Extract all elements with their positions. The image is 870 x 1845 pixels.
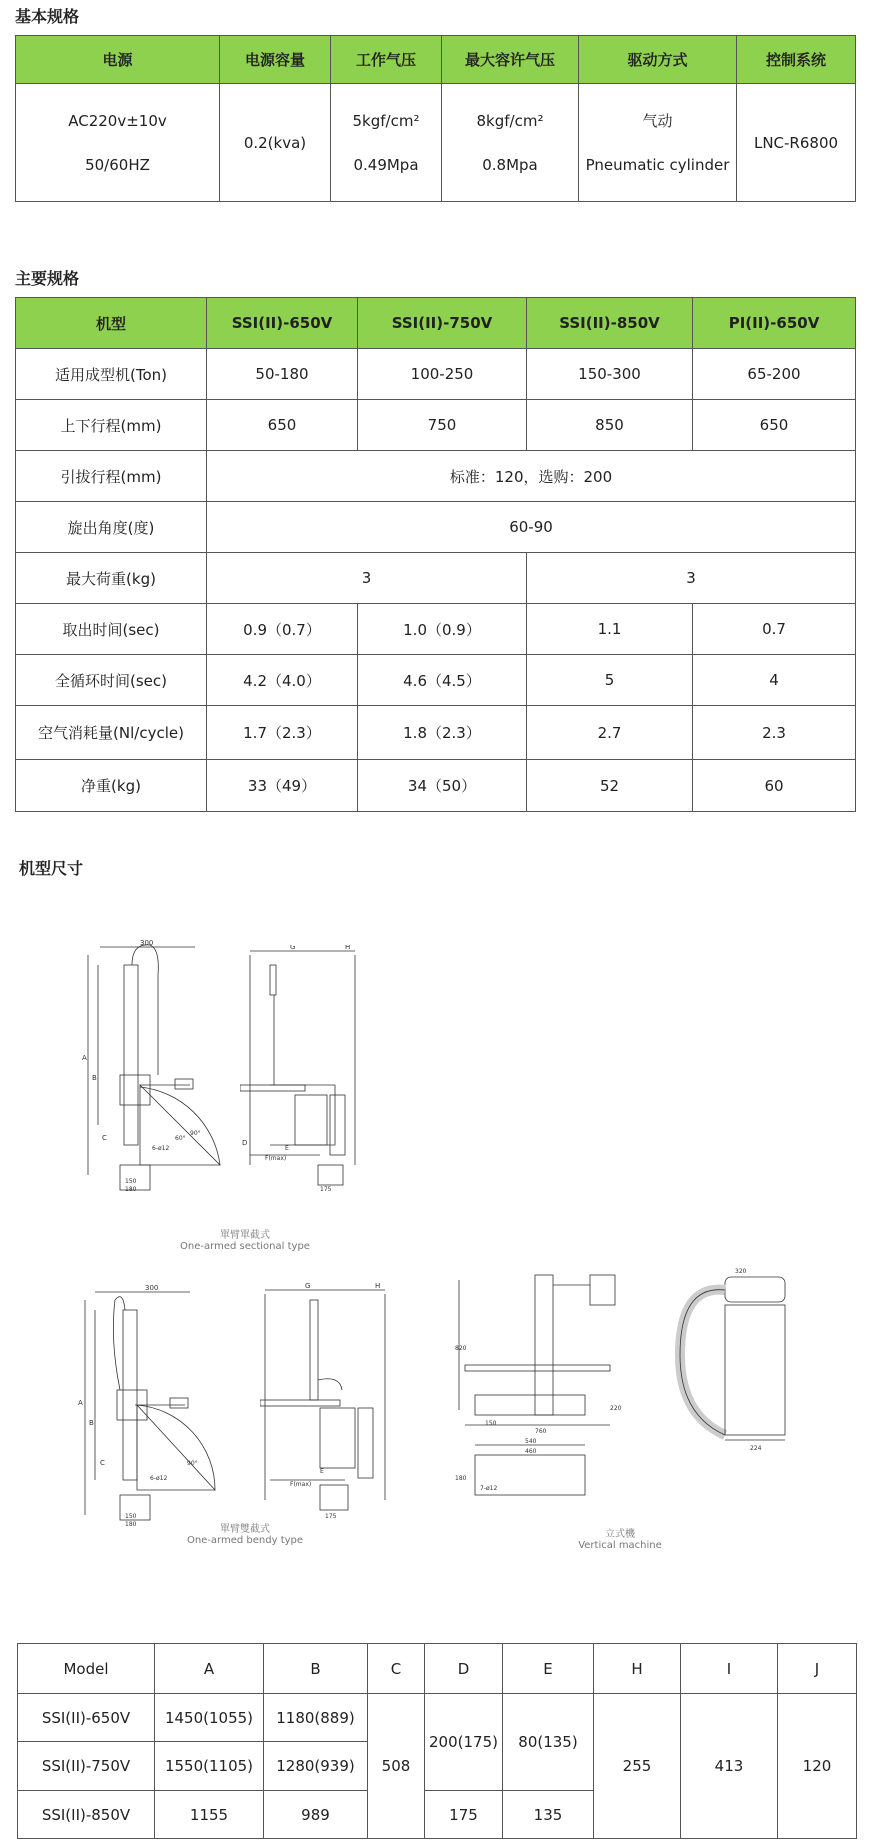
dim-angle-90: 90°: [187, 1460, 198, 1467]
dim-820: 820: [455, 1345, 467, 1352]
cell-drive: [579, 84, 737, 202]
cell-A: 1550(1105): [155, 1742, 264, 1791]
dim-H: H: [345, 945, 351, 951]
cell-J: 120: [778, 1694, 857, 1839]
cell: 4.6（4.5）: [358, 655, 527, 706]
dim-175: 175: [320, 1186, 332, 1193]
caption-sectional: [170, 1226, 320, 1252]
drawing-vertical-machine: [455, 1265, 655, 1520]
table-row: [16, 502, 856, 553]
cell-capacity: 0.2(kva): [220, 84, 331, 202]
drawing-bendy-side: [75, 1280, 245, 1530]
row-label: 净重(kg): [16, 760, 207, 812]
dim-300: 300: [140, 939, 154, 947]
dim-C: C: [102, 1134, 107, 1142]
header-model: 机型: [16, 298, 207, 349]
cell: 0.9（0.7）: [207, 604, 358, 655]
cell-B: 1280(939): [264, 1742, 368, 1791]
dim-150: 150: [485, 1420, 497, 1427]
cell-max-pressure: [442, 84, 579, 202]
cell: 33（49）: [207, 760, 358, 812]
cell-B: 1180(889): [264, 1694, 368, 1742]
caption-vertical: [570, 1525, 670, 1551]
cell: 1.0（0.9）: [358, 604, 527, 655]
header-power: 电源: [16, 36, 220, 84]
max-pressure-mpa: 0.8Mpa: [482, 155, 538, 174]
cell: 750: [358, 400, 527, 451]
row-label: 全循环时间(sec): [16, 655, 207, 706]
cell: 650: [207, 400, 358, 451]
dim-A: A: [78, 1399, 83, 1407]
dim-angle-90: 90°: [190, 1130, 201, 1137]
cell: 100-250: [358, 349, 527, 400]
table-row: [16, 400, 856, 451]
caption-sectional-cn: 單臂單截式: [220, 1230, 270, 1241]
cell: 3: [527, 553, 856, 604]
cell: 4: [693, 655, 856, 706]
cell-control: LNC-R6800: [737, 84, 856, 202]
cell: 60: [693, 760, 856, 812]
dim-224: 224: [750, 1445, 762, 1452]
cell-I: 413: [681, 1694, 778, 1839]
cell-D: 175: [425, 1791, 503, 1839]
dim-180: 180: [125, 1186, 137, 1193]
cell: 0.7: [693, 604, 856, 655]
cell: 5: [527, 655, 693, 706]
section-title-main: 主要规格: [15, 269, 80, 288]
header-J: J: [778, 1644, 857, 1694]
basic-spec-table: [15, 35, 856, 202]
dim-H: H: [375, 1282, 381, 1290]
cell-E: 135: [503, 1791, 594, 1839]
cell-B: 989: [264, 1791, 368, 1839]
caption-vertical-en: Vertical machine: [578, 1540, 662, 1551]
dim-C: C: [100, 1459, 105, 1467]
caption-vertical-cn: 立式機: [605, 1529, 635, 1540]
header-capacity: 电源容量: [220, 36, 331, 84]
cell-A: 1450(1055): [155, 1694, 264, 1742]
header-max-pressure: 最大容许气压: [442, 36, 579, 84]
dim-F: F(max): [265, 1155, 287, 1162]
work-pressure-kgf: 5kgf/cm²: [352, 111, 420, 130]
caption-bendy-en: One-armed bendy type: [186, 1535, 304, 1546]
dim-B: B: [89, 1419, 94, 1427]
row-label: 适用成型机(Ton): [16, 349, 207, 400]
row-label: 上下行程(mm): [16, 400, 207, 451]
dim-F: F(max): [290, 1481, 312, 1488]
table-row: [16, 553, 856, 604]
dim-220: 220: [610, 1405, 622, 1412]
header-I: I: [681, 1644, 778, 1694]
header-ssi-650v: SSI(II)-650V: [207, 298, 358, 349]
header-B: B: [264, 1644, 368, 1694]
cell-D: 200(175): [425, 1694, 503, 1791]
section-title-dims: 机型尺寸: [19, 859, 84, 878]
caption-sectional-en: One-armed sectional type: [180, 1241, 310, 1252]
cell: 3: [207, 553, 527, 604]
power-frequency: 50/60HZ: [85, 155, 150, 174]
dim-D: D: [242, 1139, 248, 1147]
table-row: [16, 706, 856, 760]
section-title-basic: 基本规格: [15, 7, 80, 26]
dim-540: 540: [525, 1438, 537, 1445]
header-A: A: [155, 1644, 264, 1694]
cell: 150-300: [527, 349, 693, 400]
row-label: 旋出角度(度): [16, 502, 207, 553]
header-ssi-750v: SSI(II)-750V: [358, 298, 527, 349]
max-pressure-kgf: 8kgf/cm²: [476, 111, 544, 130]
header-work-pressure: 工作气压: [331, 36, 442, 84]
dim-B: B: [92, 1074, 97, 1082]
dim-320: 320: [735, 1268, 747, 1275]
cell-E: 80(135): [503, 1694, 594, 1791]
dim-180: 180: [455, 1475, 467, 1482]
cell: 标准：120，选购：200: [207, 451, 856, 502]
caption-bendy-cn: 單臂雙截式: [220, 1524, 270, 1535]
main-spec-table: [15, 297, 856, 812]
header-H: H: [594, 1644, 681, 1694]
dim-holes: 7-ø12: [480, 1485, 498, 1492]
dim-E: E: [285, 1145, 289, 1152]
table-row: [16, 349, 856, 400]
table-row: [16, 655, 856, 706]
cell: 1.1: [527, 604, 693, 655]
caption-bendy: [170, 1520, 320, 1546]
cell: 2.3: [693, 706, 856, 760]
dim-300: 300: [145, 1284, 159, 1292]
drawing-bendy-front: [260, 1280, 400, 1530]
cell-model: SSI(II)-650V: [18, 1694, 155, 1742]
dim-150: 150: [125, 1178, 137, 1185]
dim-G: G: [290, 945, 296, 951]
cell: 65-200: [693, 349, 856, 400]
drive-en: Pneumatic cylinder: [585, 155, 730, 174]
header-E: E: [503, 1644, 594, 1694]
header-ssi-850v: SSI(II)-850V: [527, 298, 693, 349]
cell-work-pressure: [331, 84, 442, 202]
dimension-table: [17, 1643, 857, 1839]
dim-holes: 6-ø12: [150, 1475, 168, 1482]
dim-150: 150: [125, 1513, 137, 1520]
cell: 52: [527, 760, 693, 812]
drive-cn: 气动: [642, 111, 673, 130]
cell-C: 508: [368, 1694, 425, 1839]
header-control: 控制系统: [737, 36, 856, 84]
dim-180: 180: [125, 1521, 137, 1528]
drawing-sectional-side: [80, 935, 248, 1195]
row-label: 空气消耗量(Nl/cycle): [16, 706, 207, 760]
dim-175: 175: [325, 1513, 337, 1520]
header-C: C: [368, 1644, 425, 1694]
dim-E: E: [320, 1468, 324, 1475]
drawing-vertical-top: [670, 1265, 790, 1455]
cell: 1.8（2.3）: [358, 706, 527, 760]
drawing-sectional-front: [240, 945, 375, 1195]
dim-A: A: [82, 1054, 87, 1062]
cell: 34（50）: [358, 760, 527, 812]
table-row: [16, 451, 856, 502]
dim-460: 460: [525, 1448, 537, 1455]
header-pi-650v: PI(II)-650V: [693, 298, 856, 349]
header-D: D: [425, 1644, 503, 1694]
table-row: [16, 604, 856, 655]
cell: 4.2（4.0）: [207, 655, 358, 706]
header-model: Model: [18, 1644, 155, 1694]
cell-H: 255: [594, 1694, 681, 1839]
cell: 50-180: [207, 349, 358, 400]
dim-angle-60: 60°: [175, 1135, 186, 1142]
dim-G: G: [305, 1282, 311, 1290]
cell: 1.7（2.3）: [207, 706, 358, 760]
header-drive: 驱动方式: [579, 36, 737, 84]
cell: 2.7: [527, 706, 693, 760]
cell: 650: [693, 400, 856, 451]
dim-holes: 6-ø12: [152, 1145, 170, 1152]
work-pressure-mpa: 0.49Mpa: [353, 155, 419, 174]
table-row: [16, 760, 856, 812]
cell-model: SSI(II)-850V: [18, 1791, 155, 1839]
cell: 850: [527, 400, 693, 451]
row-label: 取出时间(sec): [16, 604, 207, 655]
cell-power: [16, 84, 220, 202]
cell: 60-90: [207, 502, 856, 553]
cell-model: SSI(II)-750V: [18, 1742, 155, 1791]
table-row: [18, 1694, 857, 1742]
power-voltage: AC220v±10v: [68, 111, 167, 130]
row-label: 引拔行程(mm): [16, 451, 207, 502]
cell-A: 1155: [155, 1791, 264, 1839]
row-label: 最大荷重(kg): [16, 553, 207, 604]
dim-760: 760: [535, 1428, 547, 1435]
